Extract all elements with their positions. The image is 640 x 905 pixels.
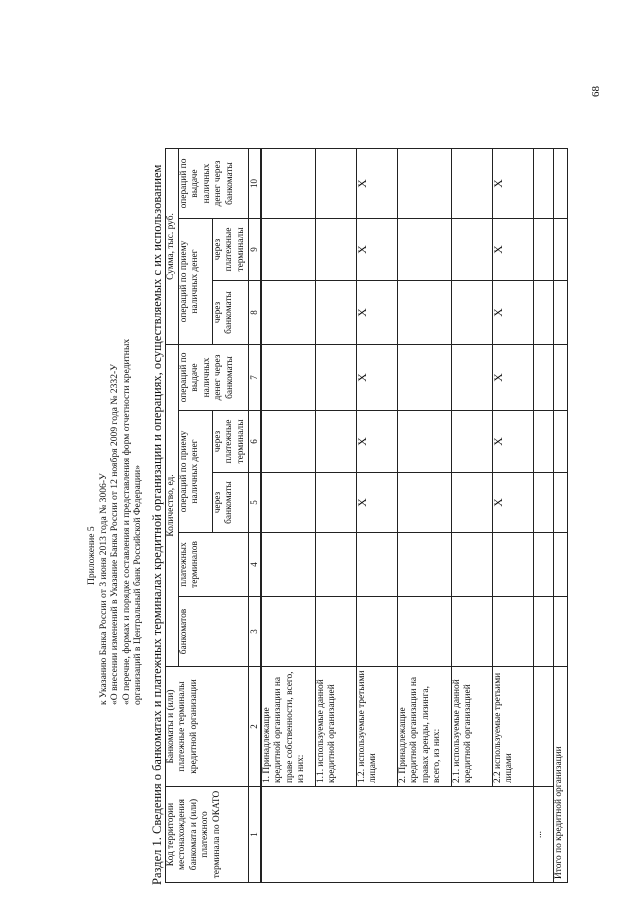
value-cell xyxy=(316,149,357,219)
value-cell xyxy=(398,473,452,533)
empty-cell xyxy=(534,597,554,667)
value-cell xyxy=(316,281,357,345)
value-cell xyxy=(452,219,493,281)
table-row xyxy=(262,149,316,883)
total-value-cell xyxy=(554,149,568,219)
col-number: 9 xyxy=(249,219,261,281)
value-cell xyxy=(316,473,357,533)
header-cash-in-sum: операций по приему наличных денег xyxy=(179,219,213,345)
total-value-cell xyxy=(554,281,568,345)
empty-cell xyxy=(534,473,554,533)
value-cell xyxy=(452,411,493,473)
ellipsis-row xyxy=(534,149,554,883)
value-cell xyxy=(357,597,398,667)
empty-cell xyxy=(534,149,554,219)
value-cell xyxy=(398,345,452,411)
value-cell xyxy=(452,345,493,411)
col-number: 8 xyxy=(249,281,261,345)
value-cell xyxy=(493,533,534,597)
value-cell xyxy=(398,281,452,345)
empty-cell xyxy=(534,219,554,281)
value-cell xyxy=(452,473,493,533)
value-cell xyxy=(398,411,452,473)
value-cell xyxy=(452,597,493,667)
value-cell xyxy=(398,597,452,667)
value-cell: X xyxy=(493,473,534,533)
value-cell xyxy=(452,149,493,219)
total-row xyxy=(554,149,568,883)
ellipsis-cell: ... xyxy=(534,787,554,883)
value-cell xyxy=(398,219,452,281)
empty-cell xyxy=(534,667,554,787)
header-line: организаций в Центральный банк Российской Федерации» xyxy=(132,465,144,705)
section-title: Раздел 1. Сведения о банкоматах и платежных терминалах кредитной организации и операциях, осуществляемых с их использованием xyxy=(150,164,164,885)
empty-cell xyxy=(534,533,554,597)
col-number: 10 xyxy=(249,149,261,219)
total-value-cell xyxy=(554,219,568,281)
table-row xyxy=(398,149,452,883)
value-cell xyxy=(452,281,493,345)
col-number: 7 xyxy=(249,345,261,411)
row-label: 1.1. используемые данной кредитной организацией xyxy=(316,667,357,787)
col-number: 4 xyxy=(249,533,261,597)
header-line: «О перечне, формах и порядке составления и представления форм отчетности кредитных xyxy=(120,338,132,705)
value-cell xyxy=(398,149,452,219)
column-numbers-row xyxy=(249,149,261,883)
empty-cell xyxy=(534,345,554,411)
value-cell xyxy=(262,149,316,219)
document-header xyxy=(86,55,144,705)
row-label: 1.2. используемые третьими лицами xyxy=(357,667,398,787)
value-cell xyxy=(398,533,452,597)
appendix-title: Приложение 5 xyxy=(86,526,97,585)
value-cell: X xyxy=(493,281,534,345)
value-cell xyxy=(262,533,316,597)
value-cell xyxy=(316,533,357,597)
col-number: 1 xyxy=(249,787,261,883)
empty-cell xyxy=(534,281,554,345)
header-via-terminals: через платежные терминалы xyxy=(213,411,249,473)
total-value-cell xyxy=(554,345,568,411)
value-cell xyxy=(262,473,316,533)
value-cell: X xyxy=(493,149,534,219)
value-cell: X xyxy=(493,411,534,473)
value-cell: X xyxy=(493,345,534,411)
value-cell xyxy=(262,597,316,667)
row-label: 2.2 используемые третьими лицами xyxy=(493,667,534,787)
value-cell: X xyxy=(493,219,534,281)
value-cell xyxy=(452,533,493,597)
row-label: 1. Принадлежащие кредитной организации на праве собственности, всего, из них: xyxy=(262,667,316,787)
table-row xyxy=(452,149,493,883)
header-terminals: платежных терминалов xyxy=(179,533,249,597)
value-cell xyxy=(357,533,398,597)
header-via-terminals: через платежные терминалы xyxy=(213,219,249,281)
header-atms: банкоматов xyxy=(179,597,249,667)
total-value-cell xyxy=(554,473,568,533)
header-via-atms: через банкоматы xyxy=(213,473,249,533)
header-line: к Указанию Банка России от 3 июня 2013 года № 3006-У xyxy=(97,473,109,705)
header-quantity: Количество, ед. xyxy=(166,345,179,667)
col-number: 2 xyxy=(249,667,261,787)
empty-cell xyxy=(534,411,554,473)
value-cell: X xyxy=(357,281,398,345)
value-cell: X xyxy=(357,411,398,473)
total-value-cell xyxy=(554,597,568,667)
value-cell xyxy=(316,345,357,411)
total-label: Итого по кредитной организации xyxy=(554,667,568,883)
page-number: 68 xyxy=(590,86,602,97)
value-cell xyxy=(262,219,316,281)
total-value-cell xyxy=(554,533,568,597)
atm-terminal-table xyxy=(165,148,261,883)
value-cell: X xyxy=(357,345,398,411)
atm-terminal-table-body xyxy=(261,148,568,883)
header-line: «О внесении изменений в Указание Банка России от 12 ноября 2009 года № 2332-У xyxy=(109,363,121,705)
row-label: 2. Принадлежащие кредитной организации на правах аренды, лизинга, всего, из них: xyxy=(398,667,452,787)
table-row xyxy=(316,149,357,883)
value-cell xyxy=(316,597,357,667)
table-row xyxy=(357,149,398,883)
value-cell xyxy=(316,411,357,473)
value-cell: X xyxy=(357,219,398,281)
value-cell xyxy=(316,219,357,281)
header-cash-out-count: операций по выдаче наличных денег через банкоматы xyxy=(179,345,249,411)
value-cell: X xyxy=(357,473,398,533)
header-atm-terminals: Банкоматы и (или) платежные терминалы кредитной организации xyxy=(166,667,249,787)
value-cell xyxy=(262,411,316,473)
col-number: 6 xyxy=(249,411,261,473)
total-value-cell xyxy=(554,411,568,473)
value-cell xyxy=(262,345,316,411)
header-sum: Сумма, тыс. руб. xyxy=(166,149,179,345)
value-cell: X xyxy=(357,149,398,219)
row-label: 2.1. используемые данной кредитной организацией xyxy=(452,667,493,787)
header-cash-out-sum: операций по выдаче наличных денег через банкоматы xyxy=(179,149,249,219)
header-cash-in-count: операций по приему наличных денег xyxy=(179,411,213,533)
header-via-atms: через банкоматы xyxy=(213,281,249,345)
value-cell xyxy=(262,281,316,345)
header-okato: Код территории местонахождения банкомата и (или) платежного терминала по ОКАТО xyxy=(166,787,249,883)
table-row xyxy=(493,149,534,883)
value-cell xyxy=(493,597,534,667)
col-number: 5 xyxy=(249,473,261,533)
col-number: 3 xyxy=(249,597,261,667)
okato-cell xyxy=(262,787,534,883)
